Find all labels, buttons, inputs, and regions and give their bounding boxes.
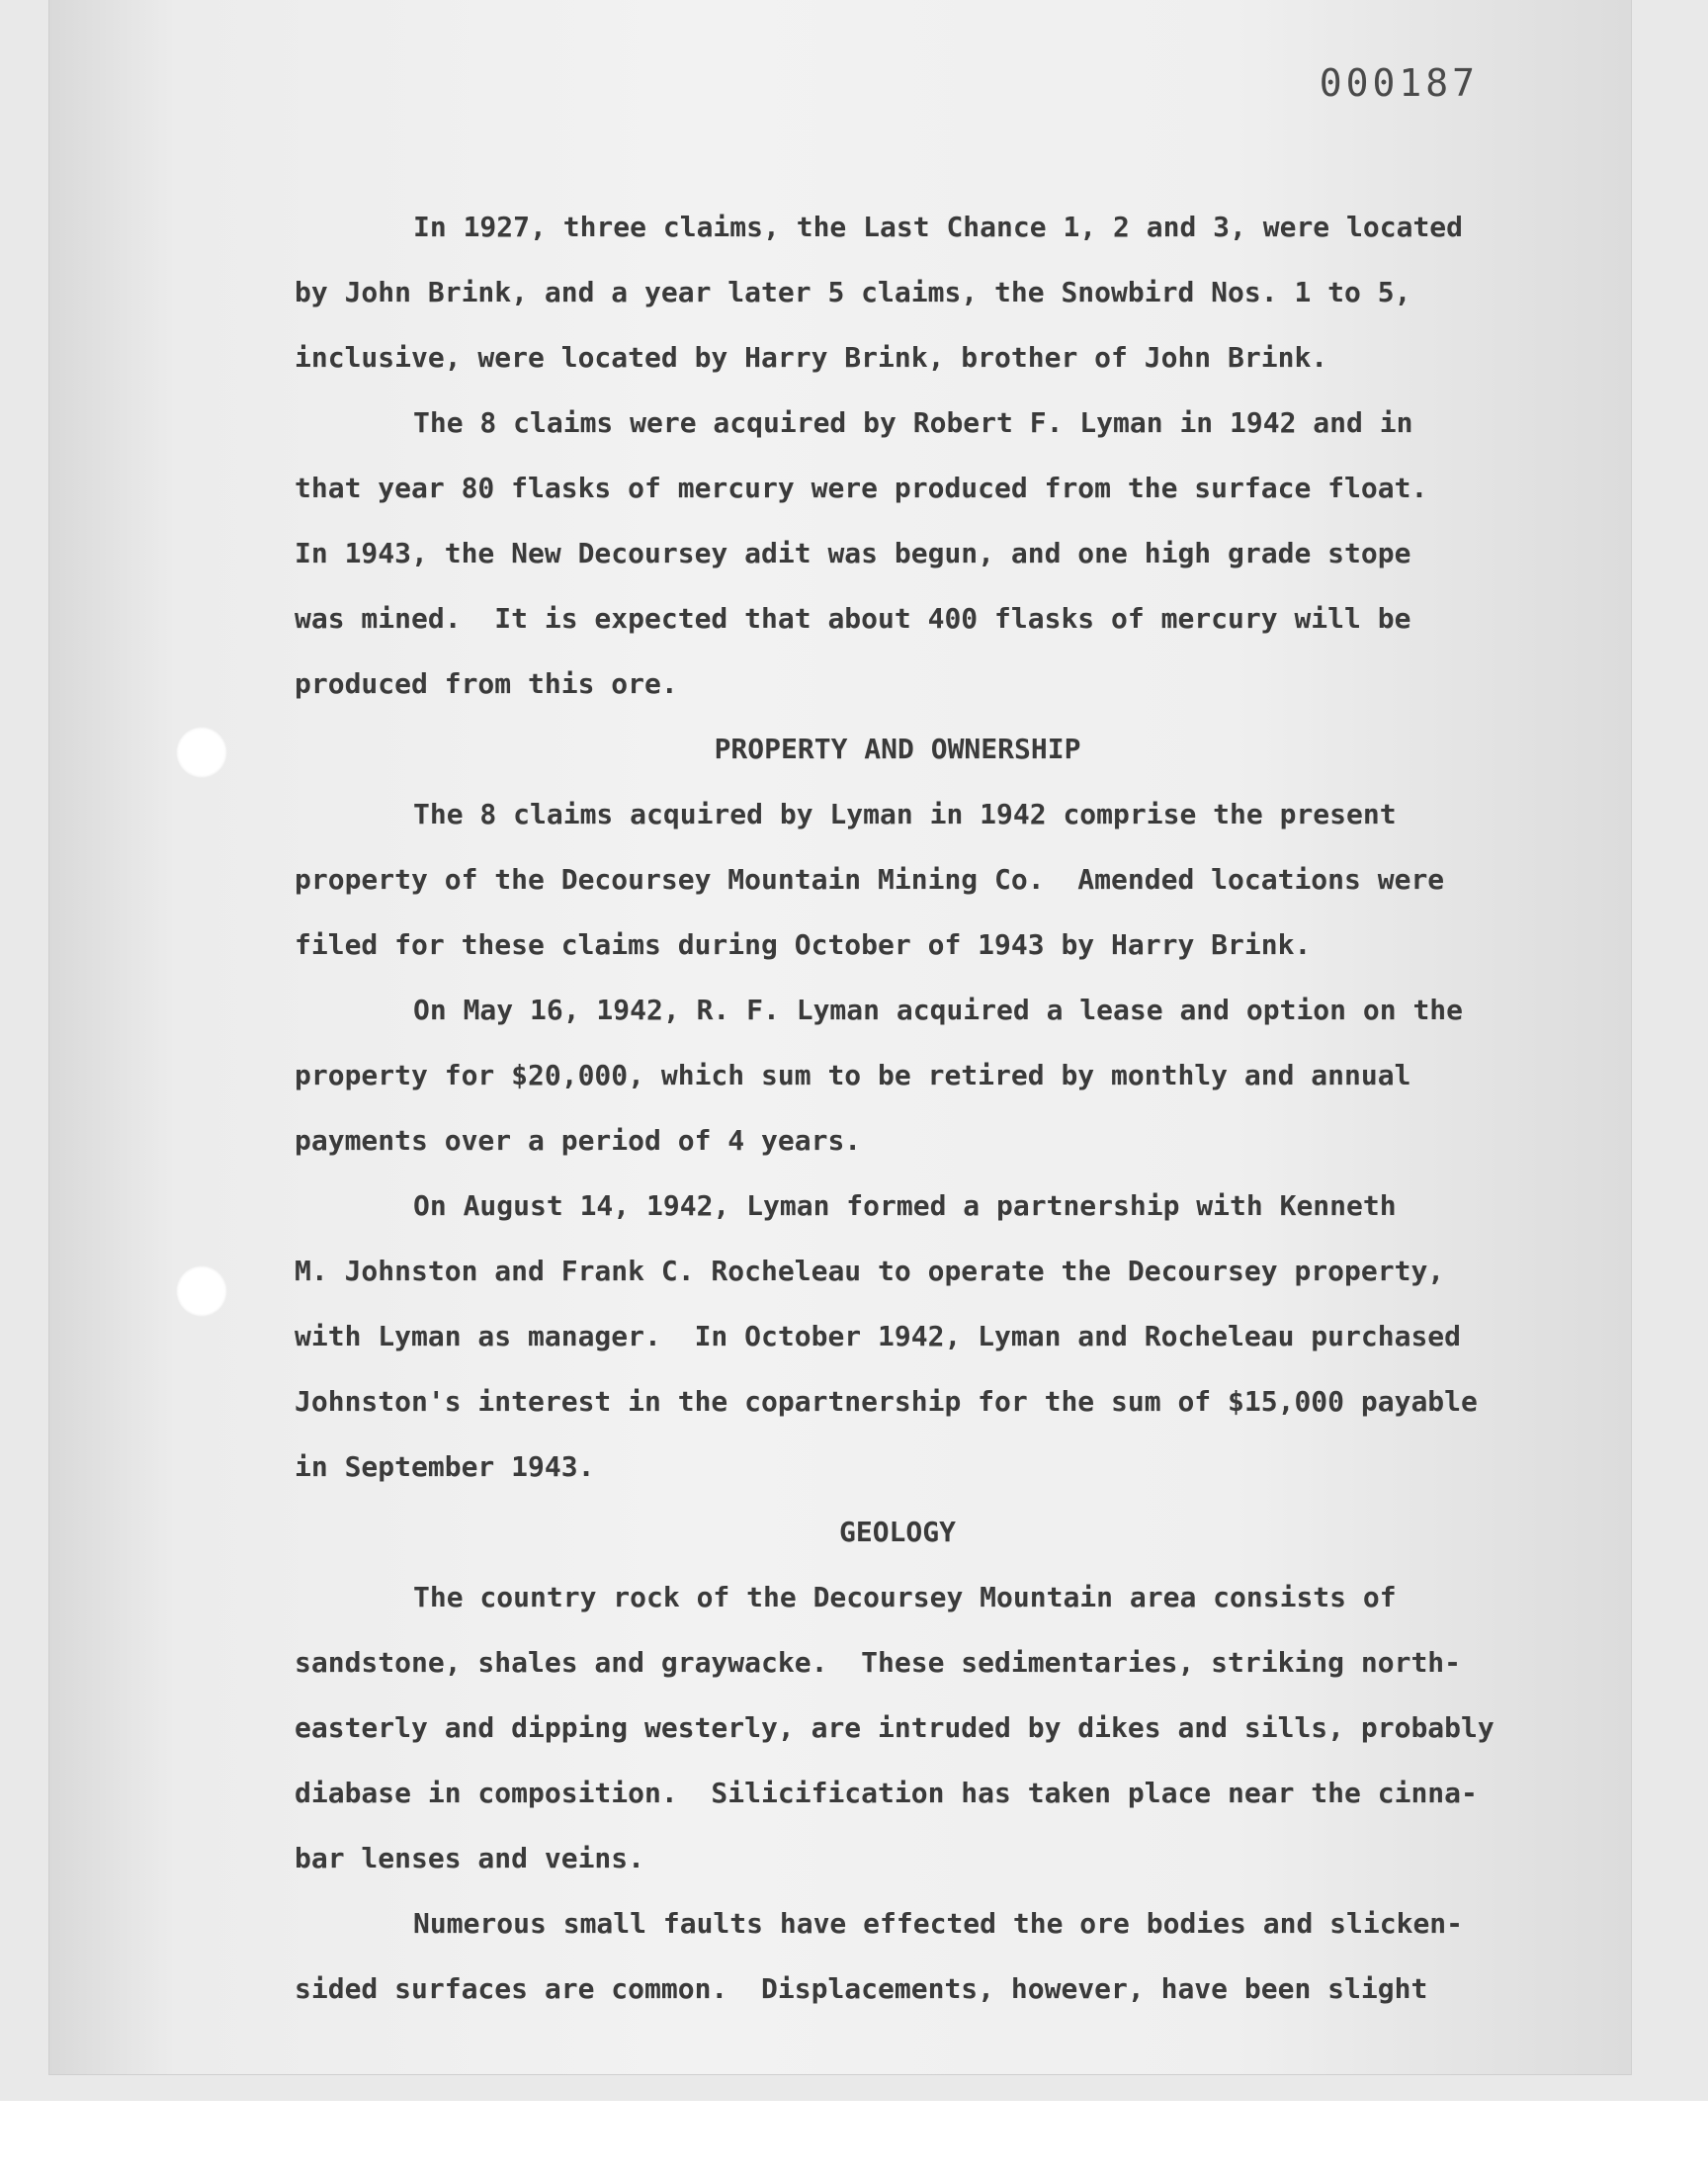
paragraph-line: The 8 claims acquired by Lyman in 1942 comprise the present [413,798,1397,830]
scan-margin [0,2101,1708,2175]
punch-hole-upper [176,727,227,778]
paragraph-line: produced from this ore. [295,667,678,700]
paragraph-line: inclusive, were located by Harry Brink, brother of John Brink. [295,341,1328,374]
punch-hole-lower [176,1265,227,1317]
paragraph-line: easterly and dipping westerly, are intruded by dikes and sills, probably [295,1711,1494,1744]
paragraph-line: The 8 claims were acquired by Robert F. Lyman in 1942 and in [413,406,1413,439]
paragraph-line: that year 80 flasks of mercury were produced from the surface float. [295,472,1428,504]
paragraph-line: payments over a period of 4 years. [295,1124,862,1157]
paragraph-line: by John Brink, and a year later 5 claims, the Snowbird Nos. 1 to 5, [295,276,1411,308]
paragraph-line: bar lenses and veins. [295,1842,645,1874]
paragraph-line: in September 1943. [295,1450,595,1483]
paragraph-line: property of the Decoursey Mountain Mining Co. Amended locations were [295,863,1445,896]
paragraph-line: Numerous small faults have effected the ore bodies and slicken- [413,1907,1464,1940]
typed-text [295,195,1500,2022]
paragraph-line: sided surfaces are common. Displacements, however, have been slight [295,1972,1428,2005]
paragraph-line: On August 14, 1942, Lyman formed a partnership with Kenneth [413,1189,1397,1222]
paragraph-line: was mined. It is expected that about 400 flasks of mercury will be [295,602,1411,635]
paragraph-line: sandstone, shales and graywacke. These sedimentaries, striking north- [295,1646,1462,1679]
paragraph-line: property for $20,000, which sum to be retired by monthly and annual [295,1059,1411,1091]
page-number-stamp: 000187 [1319,61,1479,105]
paragraph-line: Johnston's interest in the copartnership for the sum of $15,000 payable [295,1385,1478,1418]
paragraph-line: with Lyman as manager. In October 1942, Lyman and Rocheleau purchased [295,1320,1462,1352]
section-heading-property: PROPERTY AND OWNERSHIP [714,733,1081,765]
paragraph-line: In 1927, three claims, the Last Chance 1, 2 and 3, were located [413,211,1464,243]
paragraph-line: M. Johnston and Frank C. Rocheleau to operate the Decoursey property, [295,1255,1445,1287]
section-heading-geology: GEOLOGY [838,1516,956,1548]
paragraph-line: The country rock of the Decoursey Mountain area consists of [413,1581,1397,1613]
paragraph-line: diabase in composition. Silicification has taken place near the cinna- [295,1777,1478,1809]
paragraph-line: filed for these claims during October of 1943 by Harry Brink. [295,928,1312,961]
paragraph-line: On May 16, 1942, R. F. Lyman acquired a lease and option on the [413,994,1464,1026]
paragraph-line: In 1943, the New Decoursey adit was begun, and one high grade stope [295,537,1411,569]
